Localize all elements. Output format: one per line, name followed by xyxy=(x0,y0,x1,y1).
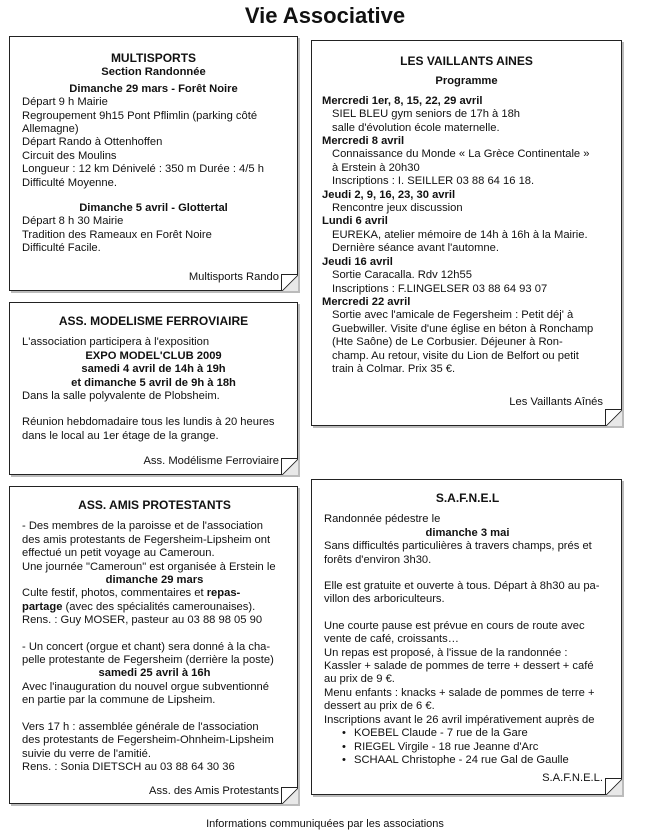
protestants-box xyxy=(9,486,298,804)
text-span: partage xyxy=(22,600,63,613)
schedule-line: salle d'évolution école maternelle. xyxy=(332,121,500,134)
schedule-line: Sortie avec l'amicale de Fegersheim : Petit déj' à xyxy=(332,309,574,322)
text-line: des amis protestants de Fegersheim-Lipsheim ont xyxy=(22,533,271,546)
schedule-line: (Hte Saône) de Le Corbusier. Déjeuner à Ron- xyxy=(332,336,563,349)
modelisme-box xyxy=(9,302,298,475)
text-line: Un repas est proposé, à l'issue de la randonnée : xyxy=(324,646,568,659)
text-line: Une courte pause est prévue en cours de route avec xyxy=(324,619,585,632)
schedule-line: Inscriptions : I. SEILLER 03 88 64 16 18. xyxy=(332,175,535,188)
contact-item: • KOEBEL Claude - 7 rue de la Gare xyxy=(324,727,611,740)
schedule-line: SIEL BLEU gym seniors de 17h à 18h xyxy=(332,108,521,121)
schedule-day: Jeudi 16 avril xyxy=(322,255,393,268)
text-line: Circuit des Moulins xyxy=(22,149,117,162)
text-line: - Des membres de la paroisse et de l'association xyxy=(22,520,263,533)
safnel-title: S.A.F.N.E.L xyxy=(435,491,500,505)
text-line: Allemagne) xyxy=(22,123,79,136)
text-line: en partie par la commune de Lipsheim. xyxy=(22,694,216,707)
multisports-event1-date: Dimanche 29 mars - Forêt Noire xyxy=(69,82,238,95)
vaillants-subtitle: Programme xyxy=(435,75,498,88)
vaillants-box xyxy=(311,40,622,426)
vaillants-signature: Les Vaillants Aînés xyxy=(509,396,603,408)
safnel-signature: S.A.F.N.E.L. xyxy=(542,772,603,784)
multisports-box xyxy=(9,36,298,291)
schedule-line: Sortie Caracalla. Rdv 12h55 xyxy=(332,269,472,282)
text-line: Dans la salle polyvalente de Plobsheim. xyxy=(22,390,220,403)
schedule-line: Rencontre jeux discussion xyxy=(332,202,463,215)
text-line: Rens. : Sonia DIETSCH au 03 88 64 30 36 xyxy=(22,760,235,773)
vaillants-title: LES VAILLANTS AINES xyxy=(400,54,533,68)
schedule-line: Guebwiller. Visite d'une église en béton à Ronchamp xyxy=(332,322,594,335)
text-line: des protestants de Fegersheim-Ohnheim-Lipsheim xyxy=(22,734,274,747)
text-line: Difficulté Facile. xyxy=(22,242,101,255)
protestants-date: samedi 25 avril à 16h xyxy=(98,667,211,680)
contact-item: • SCHAAL Christophe - 24 rue Gal de Gaulle xyxy=(324,754,611,767)
text-line: villon des arboriculteurs. xyxy=(324,593,445,606)
text-line: dessert au prix de 6 €. xyxy=(324,700,435,713)
text-line: Regroupement 9h15 Pont Pflimlin (parking côté xyxy=(22,109,258,122)
text-line: Difficulté Moyenne. xyxy=(22,176,117,189)
text-line xyxy=(22,601,287,614)
schedule-line: Connaissance du Monde « La Grèce Continentale » xyxy=(332,148,590,161)
text-line: Départ 9 h Mairie xyxy=(22,96,108,109)
text-line: Vers 17 h : assemblée générale de l'association xyxy=(22,720,259,733)
text-line: Rens. : Guy MOSER, pasteur au 03 88 98 05 90 xyxy=(22,614,263,627)
contact-item: • RIEGEL Virgile - 18 rue Jeanne d'Arc xyxy=(324,741,611,754)
text-span: repas- xyxy=(206,587,241,600)
text-line: - Un concert (orgue et chant) sera donné à la cha- xyxy=(22,640,271,653)
schedule-line: champ. Au retour, visite du Lion de Belfort ou petit xyxy=(332,349,579,362)
expo-line: samedi 4 avril de 14h à 19h xyxy=(81,363,226,376)
text-line: Départ 8 h 30 Mairie xyxy=(22,215,124,228)
text-line: Une journée "Cameroun" est organisée à Erstein le xyxy=(22,560,276,573)
text-line: effectué un petit voyage au Cameroun. xyxy=(22,547,215,560)
text-line xyxy=(22,587,287,600)
schedule-day: Jeudi 2, 9, 16, 23, 30 avril xyxy=(322,188,456,201)
text-line: pelle protestante de Fegersheim (derrière la poste) xyxy=(22,654,274,667)
text-line: Tradition des Rameaux en Forêt Noire xyxy=(22,228,212,241)
multisports-event2-date: Dimanche 5 avril - Glottertal xyxy=(79,202,228,215)
modelisme-title: ASS. MODELISME FERROVIAIRE xyxy=(58,314,249,328)
footer-note: Informations communiquées par les associations xyxy=(206,818,444,830)
modelisme-signature: Ass. Modélisme Ferroviaire xyxy=(143,455,279,467)
multisports-signature: Multisports Rando xyxy=(188,271,279,283)
expo-line: EXPO MODEL'CLUB 2009 xyxy=(85,349,222,362)
text-line: au prix de 9 €. xyxy=(324,673,395,686)
safnel-date: dimanche 3 mai xyxy=(425,526,510,539)
schedule-line: EUREKA, atelier mémoire de 14h à 16h à la Mairie. xyxy=(332,228,588,241)
page-title: Vie Associative xyxy=(244,3,406,28)
protestants-date: dimanche 29 mars xyxy=(105,574,204,587)
expo-line: et dimanche 5 avril de 9h à 18h xyxy=(71,376,236,389)
text-line: Kassler + salade de pommes de terre + dessert + café xyxy=(324,660,594,673)
text-line: Menu enfants : knacks + salade de pommes de terre + xyxy=(324,686,595,699)
text-span: Culte festif, photos, commentaires et xyxy=(22,587,207,600)
schedule-line: Inscriptions : F.LINGELSER 03 88 64 93 07 xyxy=(332,282,548,295)
text-span: (avec des spécialités camerounaises). xyxy=(62,600,256,613)
text-line: Avec l'inauguration du nouvel orgue subventionné xyxy=(22,680,269,693)
text-line: suivie du verre de l'amitié. xyxy=(22,747,151,760)
schedule-day: Lundi 6 avril xyxy=(322,215,388,228)
schedule-line: à Erstein à 20h30 xyxy=(332,161,420,174)
multisports-subtitle: Section Randonnée xyxy=(101,66,206,79)
text-line: Réunion hebdomadaire tous les lundis à 20 heures xyxy=(22,416,275,429)
protestants-signature: Ass. des Amis Protestants xyxy=(149,785,279,797)
text-line: Elle est gratuite et ouverte à tous. Départ à 8h30 au pa- xyxy=(324,580,600,593)
multisports-title: MULTISPORTS xyxy=(110,51,197,65)
schedule-line: train à Colmar. Prix 35 €. xyxy=(332,362,456,375)
text-line: Départ Rando à Ottenhoffen xyxy=(22,136,163,149)
text-line: forêts d'environ 3h30. xyxy=(324,553,432,566)
text-line: Randonnée pédestre le xyxy=(324,513,441,526)
protestants-title: ASS. AMIS PROTESTANTS xyxy=(78,498,231,512)
text-line: Inscriptions avant le 26 avril impérativement auprès de xyxy=(324,713,595,726)
text-line: L'association participera à l'exposition xyxy=(22,336,210,349)
schedule-day: Mercredi 22 avril xyxy=(322,295,411,308)
schedule-day: Mercredi 8 avril xyxy=(322,135,405,148)
schedule-line: Dernière séance avant l'automne. xyxy=(332,242,499,255)
text-line: Longueur : 12 km Dénivelé : 350 m Durée : 4/5 h xyxy=(22,163,264,176)
text-line: vente de café, croissants… xyxy=(324,633,459,646)
text-line: Sans difficultés particulières à travers champs, prés et xyxy=(324,540,592,553)
text-line: dans le local au 1er étage de la grange. xyxy=(22,429,219,442)
schedule-day: Mercredi 1er, 8, 15, 22, 29 avril xyxy=(322,94,483,107)
safnel-box xyxy=(311,479,622,795)
